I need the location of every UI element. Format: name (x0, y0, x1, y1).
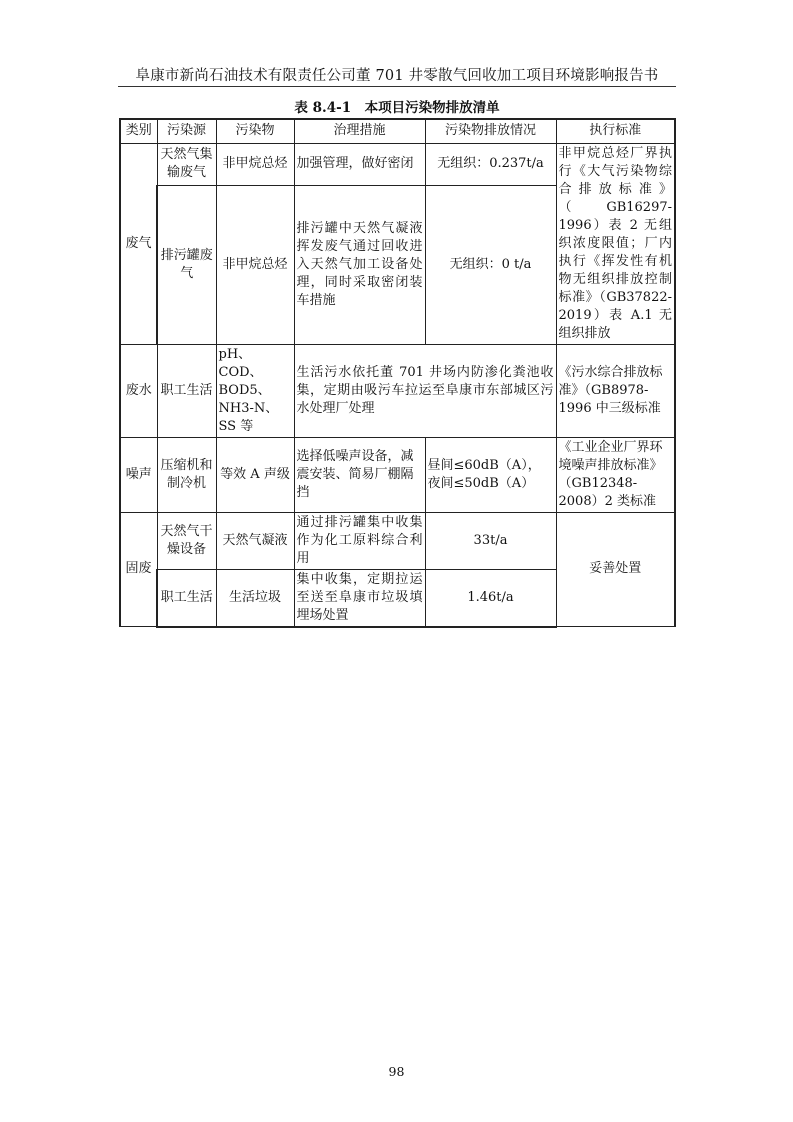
pollutant-cell: 非甲烷总烃 (216, 143, 294, 185)
pollutant-cell: 生活垃圾 (216, 569, 294, 627)
table-row (120, 344, 675, 437)
standard-cell: 非甲烷总烃厂界执行《大气污染物综合排放标准》（GB16297-1996）表 2 无组织浓度限值；厂内执行《挥发性有机物无组织排放控制标准》（GB37822-2019）表 A.1 无组织排放 (556, 143, 675, 344)
measure-cell: 选择低噪声设备，减震安装、简易厂棚隔挡 (294, 437, 425, 512)
measure-cell: 加强管理，做好密闭 (294, 143, 425, 185)
table-row (120, 437, 675, 512)
table-caption: 表 8.4-1 本项目污染物排放清单 (294, 100, 500, 116)
header-emission: 污染物排放情况 (425, 119, 556, 143)
pollutant-emission-table (119, 118, 676, 628)
source-cell: 职工生活 (157, 344, 216, 437)
header-pollutant: 污染物 (216, 119, 294, 143)
category-waste-water: 废水 (120, 344, 157, 437)
source-cell: 天然气集输废气 (157, 143, 216, 185)
header-standard: 执行标准 (556, 119, 675, 143)
header-rule (118, 86, 676, 87)
source-cell: 压缩机和制冷机 (157, 437, 216, 512)
standard-cell: 《工业企业厂界环境噪声排放标准》（GB12348-2008）2 类标准 (556, 437, 675, 512)
source-cell: 排污罐废气 (157, 185, 216, 344)
pollutant-cell: pH、COD、BOD5、NH3-N、SS 等 (216, 344, 294, 437)
page-number: 98 (388, 1064, 405, 1079)
standard-cell: 妥善处置 (556, 512, 675, 627)
running-header: 阜康市新尚石油技术有限责任公司董 701 井零散气回收加工项目环境影响报告书 (135, 68, 659, 84)
header-measure: 治理措施 (294, 119, 425, 143)
measure-cell: 集中收集，定期拉运至送至阜康市垃圾填埋场处置 (294, 569, 425, 627)
measure-cell: 通过排污罐集中收集作为化工原料综合利用 (294, 512, 425, 569)
category-noise: 噪声 (120, 437, 157, 512)
header-category: 类别 (120, 119, 157, 143)
emission-cell: 无组织：0.237t/a (425, 143, 556, 185)
measure-cell: 排污罐中天然气凝液挥发废气通过回收进入天然气加工设备处理，同时采取密闭装车措施 (294, 185, 425, 344)
emission-cell: 无组织：0 t/a (425, 185, 556, 344)
table-header-row (120, 119, 675, 143)
category-solid-waste: 固废 (120, 512, 157, 627)
table-row (120, 143, 675, 185)
category-waste-gas: 废气 (120, 143, 157, 344)
table-row (120, 512, 675, 569)
pollutant-cell: 等效 A 声级 (216, 437, 294, 512)
emission-cell: 昼间≤60dB（A），夜间≤50dB（A） (425, 437, 556, 512)
measure-cell: 生活污水依托董 701 井场内防渗化粪池收集，定期由吸污车拉运至阜康市东部城区污水处理厂处理 (294, 344, 556, 437)
header-source: 污染源 (157, 119, 216, 143)
standard-cell: 《污水综合排放标准》（GB8978-1996 中三级标准 (556, 344, 675, 437)
source-cell: 天然气干燥设备 (157, 512, 216, 569)
pollutant-cell: 天然气凝液 (216, 512, 294, 569)
source-cell: 职工生活 (157, 569, 216, 627)
emission-cell: 33t/a (425, 512, 556, 569)
pollutant-cell: 非甲烷总烃 (216, 185, 294, 344)
emission-cell: 1.46t/a (425, 569, 556, 627)
